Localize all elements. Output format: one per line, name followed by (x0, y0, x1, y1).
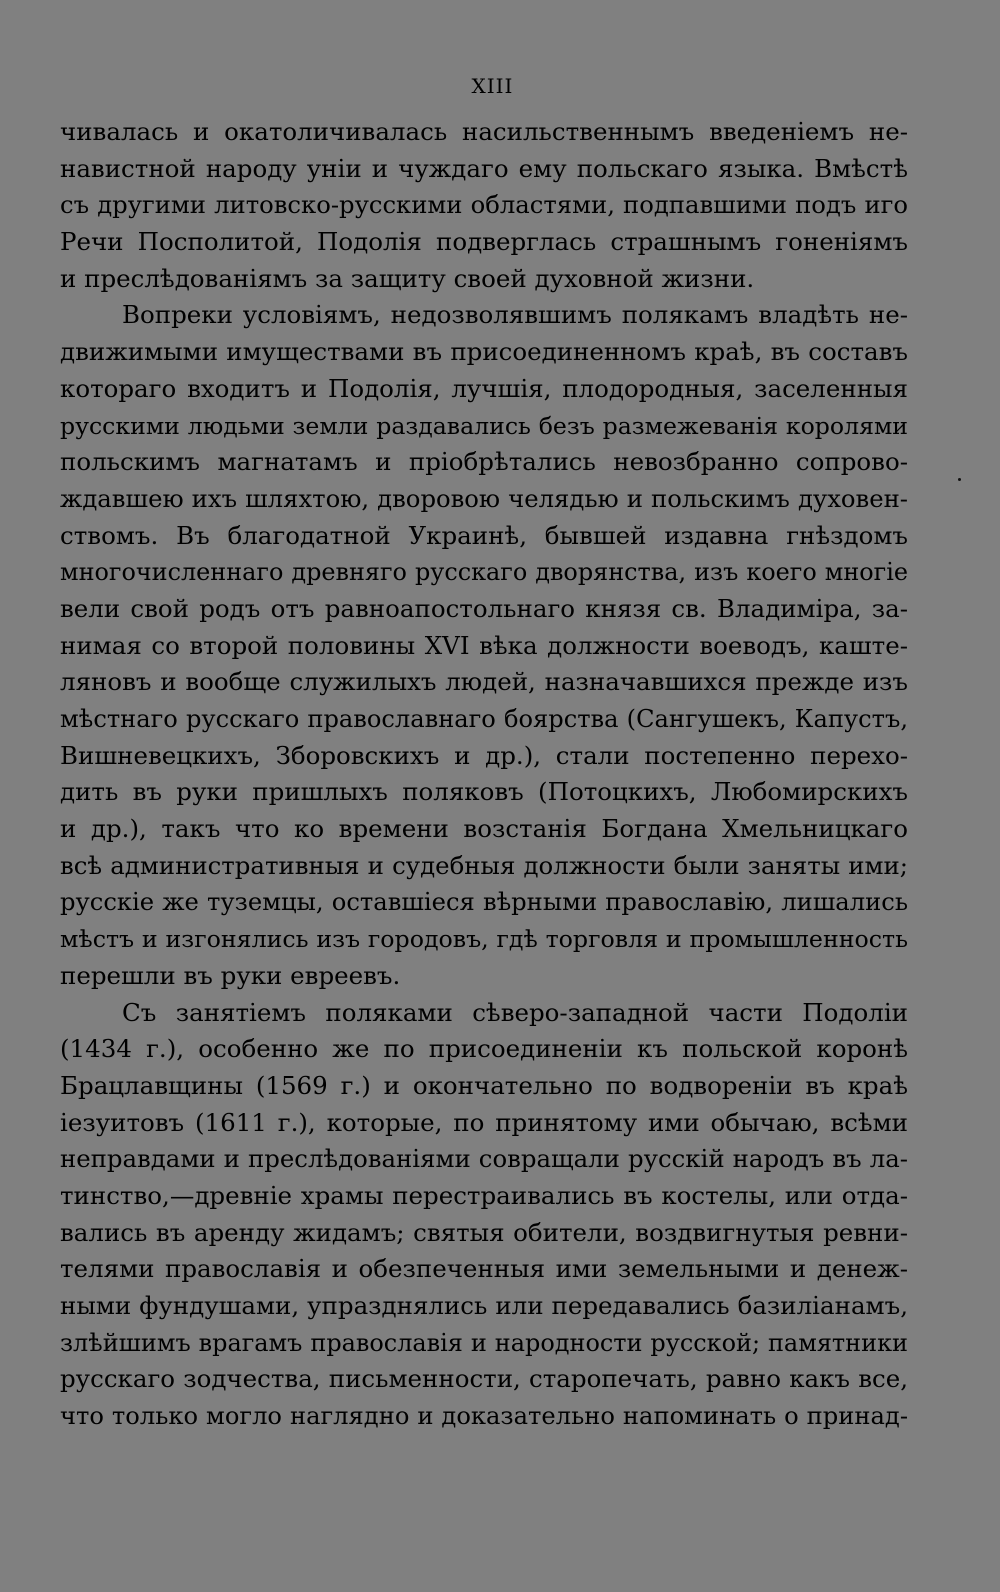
paragraph-first-line: Съ занятiемъ поляками сѣверо-западной части Подолiи (122, 997, 908, 1027)
text-line: злѣйшимъ врагамъ православiя и народности русской; памятники (60, 1328, 908, 1357)
text-line: нимая со второй половины XVI вѣка должности воеводъ, каште- (60, 630, 908, 660)
text-line: iезуитовъ (1611 г.), которые, по принятому ими обычаю, всѣми (60, 1107, 908, 1137)
text-line: и др.), такъ что ко времени возстанiя Богдана Хмельницкаго (60, 814, 908, 844)
text-line: ждавшею ихъ шляхтою, дворовою челядью и польскимъ духовен- (60, 483, 908, 513)
text-line: движимыми имуществами въ присоединенномъ краѣ, въ составъ (60, 337, 908, 367)
text-line: дить въ руки пришлыхъ поляковъ (Потоцкихъ, Любомирскихъ (60, 777, 908, 807)
text-line: русскаго зодчества, письменности, старопечать, равно какъ все, (60, 1364, 908, 1394)
text-line: ляновъ и вообще служилыхъ людей, назначавшихся прежде изъ (60, 667, 908, 697)
text-line: навистной народу унiи и чуждаго ему польскаго языка. Вмѣстѣ (60, 153, 908, 183)
page-number: XIII (471, 74, 514, 98)
body-text (60, 114, 908, 1435)
text-line: мѣстъ и изгонялись изъ городовъ, гдѣ торговля и промышленность (60, 925, 908, 954)
paragraph-first-line: Вопреки условiямъ, недозволявшимъ полякамъ владѣть не- (122, 300, 908, 330)
text-line: и преслѣдованiямъ за защиту своей духовной жизни. (60, 263, 755, 293)
text-line: Вишневецкихъ, Зборовскихъ и др.), стали постепенно перехо- (60, 740, 908, 770)
text-line: всѣ административныя и судебныя должности были заняты ими; (60, 850, 908, 880)
text-line: Брацлавщины (1569 г.) и окончательно по водворенiи въ краѣ (60, 1070, 908, 1100)
text-line: чивалась и окатоличивалась насильственнымъ введенiемъ не- (60, 117, 908, 146)
text-line: (1434 г.), особенно же по присоединенiи къ польской коронѣ (60, 1034, 908, 1064)
text-line: телями православiя и обезпеченныя ими земельными и денеж- (60, 1254, 908, 1284)
text-line: котораго входитъ и Подолiя, лучшiя, плодородныя, заселенныя (60, 373, 908, 403)
text-line: русскими людьми земли раздавались безъ размежеванiя королями (60, 411, 908, 440)
text-line: ствомъ. Въ благодатной Украинѣ, бывшей издавна гнѣздомъ (60, 520, 908, 550)
text-line: Речи Посполитой, Подолiя подверглась страшнымъ гоненiямъ (60, 227, 908, 257)
text-line: вели свой родъ отъ равноапостольнаго князя св. Владимiра, за- (60, 593, 908, 623)
text-line: вались въ аренду жидамъ; святыя обители, воздвигнутыя ревни- (60, 1217, 908, 1247)
print-speck (958, 478, 961, 481)
text-line: перешли въ руки евреевъ. (60, 960, 401, 990)
text-line: съ другими литовско-русскими областями, подпавшими подъ иго (60, 190, 908, 220)
text-line: что только могло наглядно и доказательно напоминать о принад- (60, 1402, 908, 1431)
text-line: польскимъ магнатамъ и прiобрѣтались невозбранно сопрово- (60, 447, 908, 477)
text-line: ными фундушами, упразднялись или передавались базилiанамъ, (60, 1291, 908, 1320)
text-line: неправдами и преслѣдованiями совращали русскiй народъ въ ла- (60, 1144, 908, 1174)
text-line: тинство,—древнiе храмы перестраивались въ костелы, или отда- (60, 1180, 908, 1210)
text-line: русскiе же туземцы, оставшiеся вѣрными православiю, лишались (60, 888, 908, 917)
text-line: мѣстнаго русскаго православнаго боярства (Сангушекъ, Капустъ, (60, 705, 908, 733)
text-line: многочисленнаго древняго русскаго дворянства, изъ коего многiе (60, 558, 908, 587)
